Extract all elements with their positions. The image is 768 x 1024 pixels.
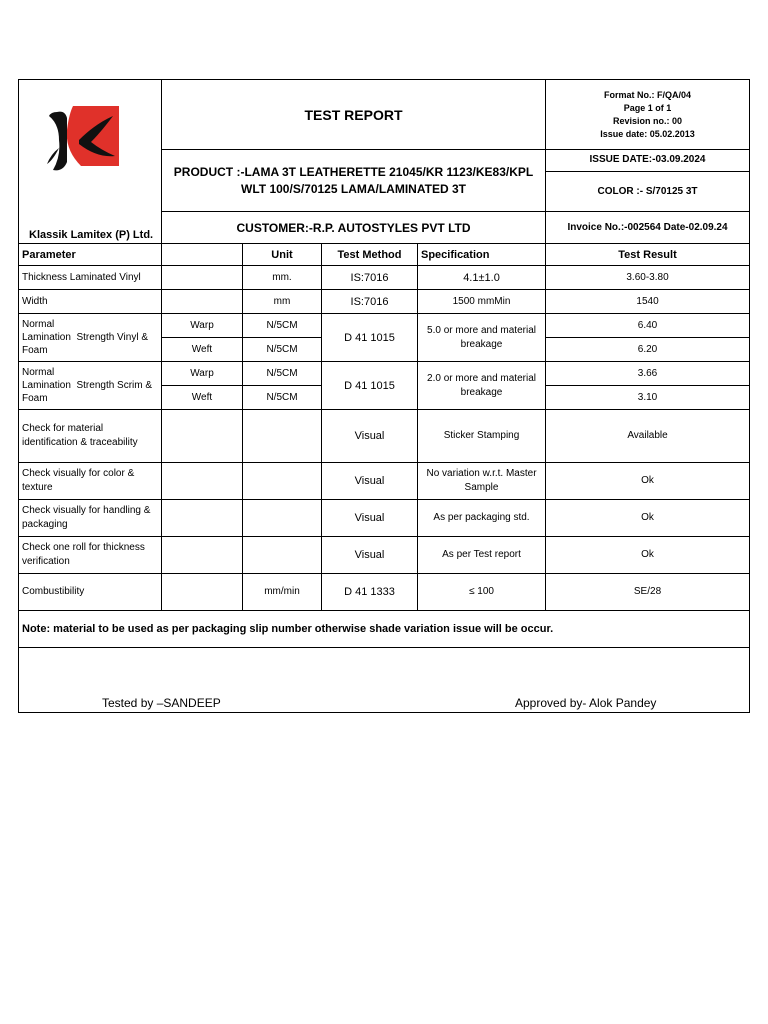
col-blank [162,244,243,266]
table-row [19,463,750,500]
page-number: Page 1 of 1 [623,102,672,113]
table-row [19,574,750,611]
param-cell [19,314,162,362]
table-row [19,537,750,574]
unit-cell [243,463,322,500]
spec-cell: As per Test report [418,537,546,574]
unit-cell: N/5CM [243,386,322,410]
revision-no: Revision no.: 00 [613,115,683,126]
result-cell: Ok [546,537,750,574]
color-code: COLOR :- S/70125 3T [597,186,698,197]
spec-cell: 1500 mmMin [418,290,546,314]
weft-label: Weft [162,338,243,362]
issue-color-cell [546,150,750,212]
customer-name: CUSTOMER:-R.P. AUTOSTYLES PVT LTD [162,212,546,244]
unit-cell [243,537,322,574]
blank-cell [162,463,243,500]
method-cell: Visual [322,410,418,463]
unit-cell: mm/min [243,574,322,611]
unit-cell: N/5CM [243,314,322,338]
param-cell: Check one roll for thickness verification [19,537,162,574]
weft-label: Weft [162,386,243,410]
result-cell: 6.40 [546,314,750,338]
method-cell: Visual [322,537,418,574]
method-cell: D 41 1015 [322,362,418,410]
method-cell: D 41 1333 [322,574,418,611]
result-cell: SE/28 [546,574,750,611]
company-name: Klassik Lamitex (P) Ltd. [29,229,154,241]
spec-cell: 2.0 or more and material breakage [418,362,546,410]
company-cell [19,80,162,244]
report-title: TEST REPORT [162,80,546,150]
warp-label: Warp [162,314,243,338]
result-cell: 3.60-3.80 [546,266,750,290]
spec-cell: 5.0 or more and material breakage [418,314,546,362]
method-cell: Visual [322,463,418,500]
product-line-2: WLT 100/S/70125 LAMA/LAMINATED 3T [241,181,466,196]
blank-cell [162,537,243,574]
result-cell: Ok [546,500,750,537]
approved-by: Approved by- Alok Pandey [515,696,657,710]
product-info [162,150,546,212]
blank-cell [162,410,243,463]
result-cell: 3.10 [546,386,750,410]
table-row [19,500,750,537]
company-logo [39,106,119,174]
param-cell: Check visually for handling & packaging [19,500,162,537]
result-cell: 3.66 [546,362,750,386]
method-cell: IS:7016 [322,266,418,290]
result-cell: Available [546,410,750,463]
table-row [19,266,750,290]
param-line-2: Lamination Strength Vinyl & Foam [22,332,149,356]
result-cell: 6.20 [546,338,750,362]
spec-cell: As per packaging std. [418,500,546,537]
unit-cell: N/5CM [243,338,322,362]
product-line-1: PRODUCT :-LAMA 3T LEATHERETTE 21045/KR 1123/KE83/KPL [173,164,534,179]
unit-cell: mm [243,290,322,314]
format-no: Format No.: F/QA/04 [604,89,692,100]
result-cell: 1540 [546,290,750,314]
blank-cell [162,574,243,611]
param-line-1: Normal [22,367,55,378]
method-cell: D 41 1015 [322,314,418,362]
table-row [19,362,750,386]
unit-cell [243,410,322,463]
spec-cell: ≤ 100 [418,574,546,611]
unit-cell [243,500,322,537]
method-cell: Visual [322,500,418,537]
col-method: Test Method [322,244,418,266]
col-result: Test Result [546,244,750,266]
unit-cell: mm. [243,266,322,290]
note: Note: material to be used as per packaging slip number otherwise shade variation issue will be occur. [19,611,750,648]
col-spec: Specification [418,244,546,266]
spec-cell: Sticker Stamping [418,410,546,463]
method-cell: IS:7016 [322,290,418,314]
param-cell [19,362,162,410]
signature-row [19,648,750,713]
tested-by: Tested by –SANDEEP [102,696,221,710]
test-report-table [18,79,750,713]
blank-cell [162,500,243,537]
blank-cell [162,290,243,314]
issue-date: Issue date: 05.02.2013 [600,128,695,139]
param-cell: Check visually for color & texture [19,463,162,500]
param-line-2: Lamination Strength Scrim & Foam [22,380,153,404]
table-row [19,410,750,463]
unit-cell: N/5CM [243,362,322,386]
warp-label: Warp [162,362,243,386]
param-cell: Thickness Laminated Vinyl [19,266,162,290]
col-parameter: Parameter [19,244,162,266]
blank-cell [162,266,243,290]
table-row [19,314,750,338]
result-cell: Ok [546,463,750,500]
spec-cell: No variation w.r.t. Master Sample [418,463,546,500]
col-unit: Unit [243,244,322,266]
param-cell: Width [19,290,162,314]
param-line-1: Normal [22,319,55,330]
issue-date-2: ISSUE DATE:-03.09.2024 [546,150,749,172]
invoice-no: Invoice No.:-002564 Date-02.09.24 [546,212,750,244]
param-cell: Combustibility [19,574,162,611]
format-info [546,80,750,150]
param-cell: Check for material identification & traceability [19,410,162,463]
spec-cell: 4.1±1.0 [418,266,546,290]
table-row [19,290,750,314]
